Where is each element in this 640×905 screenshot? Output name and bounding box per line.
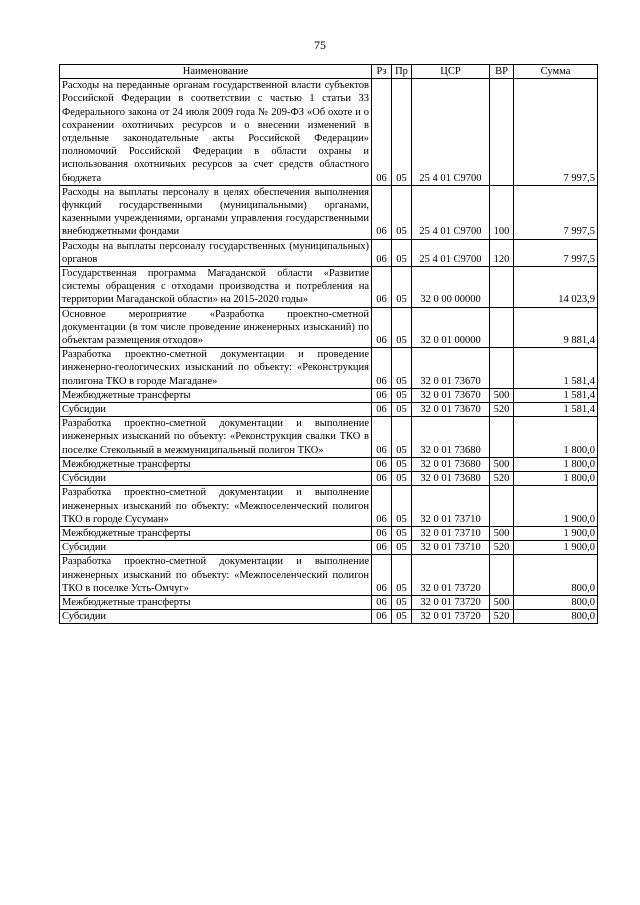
table-row [60, 79, 598, 186]
cell-sum: 800,0 [514, 555, 598, 596]
cell-name: Расходы на выплаты персоналу в целях обеспечения выполнения функций государственными (муниципальными) органами, казенными учреждениями, органами управления государственными внебюджетными фондами [60, 185, 372, 239]
cell-name: Субсидии [60, 541, 372, 555]
cell-vr: 500 [490, 457, 514, 471]
table-row [60, 526, 598, 540]
cell-rz: 06 [372, 403, 392, 417]
cell-sum: 800,0 [514, 595, 598, 609]
cell-rz: 06 [372, 417, 392, 458]
cell-csr: 32 0 01 73710 [412, 526, 490, 540]
cell-csr: 32 0 01 73680 [412, 472, 490, 486]
cell-csr: 32 0 01 73720 [412, 610, 490, 624]
cell-pr: 05 [392, 595, 412, 609]
cell-sum: 9 881,4 [514, 307, 598, 348]
table-row [60, 348, 598, 389]
cell-pr: 05 [392, 388, 412, 402]
cell-name: Субсидии [60, 610, 372, 624]
cell-csr: 32 0 01 73680 [412, 457, 490, 471]
cell-pr: 05 [392, 403, 412, 417]
table-row [60, 610, 598, 624]
cell-name: Межбюджетные трансферты [60, 457, 372, 471]
table-row [60, 555, 598, 596]
cell-rz: 06 [372, 185, 392, 239]
table-row [60, 388, 598, 402]
header-rz: Рз [372, 65, 392, 79]
table-header [60, 65, 598, 79]
table-row [60, 307, 598, 348]
cell-name: Государственная программа Магаданской области «Развитие системы обращения с отходами производства и потребления на территории Магаданской области» на 2015-2020 годы» [60, 267, 372, 308]
cell-vr: 520 [490, 403, 514, 417]
cell-sum: 1 900,0 [514, 541, 598, 555]
table-row [60, 541, 598, 555]
cell-sum: 1 581,4 [514, 348, 598, 389]
cell-sum: 7 997,5 [514, 185, 598, 239]
cell-rz: 06 [372, 388, 392, 402]
cell-rz: 06 [372, 267, 392, 308]
cell-vr: 520 [490, 541, 514, 555]
budget-table [59, 64, 598, 624]
cell-vr [490, 79, 514, 186]
cell-pr: 05 [392, 267, 412, 308]
cell-name: Субсидии [60, 403, 372, 417]
table-row [60, 417, 598, 458]
cell-sum: 1 800,0 [514, 457, 598, 471]
table-body [60, 79, 598, 624]
page-number: 75 [314, 38, 326, 52]
cell-pr: 05 [392, 610, 412, 624]
cell-vr [490, 348, 514, 389]
cell-name: Разработка проектно-сметной документации и выполнение инженерных изысканий по объекту: «Межпоселенческий полигон ТКО в поселке Усть-Омчуг» [60, 555, 372, 596]
cell-rz: 06 [372, 595, 392, 609]
cell-sum: 7 997,5 [514, 79, 598, 186]
cell-csr: 32 0 00 00000 [412, 267, 490, 308]
cell-vr [490, 555, 514, 596]
cell-sum: 1 900,0 [514, 526, 598, 540]
table-row [60, 457, 598, 471]
cell-pr: 05 [392, 185, 412, 239]
cell-pr: 05 [392, 472, 412, 486]
cell-csr: 32 0 01 73680 [412, 417, 490, 458]
cell-sum: 1 581,4 [514, 403, 598, 417]
header-pr: Пр [392, 65, 412, 79]
cell-csr: 32 0 01 73670 [412, 403, 490, 417]
cell-rz: 06 [372, 486, 392, 527]
cell-sum: 1 900,0 [514, 486, 598, 527]
cell-rz: 06 [372, 610, 392, 624]
cell-name: Межбюджетные трансферты [60, 388, 372, 402]
cell-rz: 06 [372, 457, 392, 471]
cell-vr: 520 [490, 472, 514, 486]
cell-csr: 25 4 01 С9700 [412, 185, 490, 239]
cell-vr: 520 [490, 610, 514, 624]
cell-pr: 05 [392, 541, 412, 555]
cell-sum: 1 800,0 [514, 472, 598, 486]
cell-rz: 06 [372, 307, 392, 348]
cell-csr: 32 0 01 73710 [412, 541, 490, 555]
cell-vr: 100 [490, 185, 514, 239]
cell-rz: 06 [372, 79, 392, 186]
cell-vr [490, 417, 514, 458]
cell-vr [490, 307, 514, 348]
cell-pr: 05 [392, 457, 412, 471]
cell-name: Основное мероприятие «Разработка проектно-сметной документации (в том числе проведение инженерных изысканий) по объектам размещения отходов» [60, 307, 372, 348]
cell-name: Субсидии [60, 472, 372, 486]
cell-rz: 06 [372, 239, 392, 266]
header-row [60, 65, 598, 79]
cell-pr: 05 [392, 79, 412, 186]
cell-csr: 25 4 01 С9700 [412, 79, 490, 186]
header-sum: Сумма [514, 65, 598, 79]
cell-pr: 05 [392, 486, 412, 527]
cell-vr: 500 [490, 595, 514, 609]
header-csr: ЦСР [412, 65, 490, 79]
cell-name: Расходы на выплаты персоналу государственных (муниципальных) органов [60, 239, 372, 266]
cell-vr: 500 [490, 388, 514, 402]
cell-csr: 32 0 01 73710 [412, 486, 490, 527]
cell-pr: 05 [392, 526, 412, 540]
table-row [60, 239, 598, 266]
cell-rz: 06 [372, 541, 392, 555]
cell-rz: 06 [372, 348, 392, 389]
cell-pr: 05 [392, 239, 412, 266]
header-vr: ВР [490, 65, 514, 79]
cell-name: Расходы на переданные органам государственной власти субъектов Российской Федерации в соответствии с частью 1 статьи 33 Федерального закона от 24 июля 2009 года № 209-ФЗ «Об охоте и о сохранении охотничьих ресурсов и о внесении изменений в отдельные законодательные акты Российской Федерации» полномочий Российской Федерации в области охраны и использования охотничьих ресурсов за счет средств областного бюджета [60, 79, 372, 186]
table-row [60, 595, 598, 609]
table-row [60, 486, 598, 527]
cell-csr: 32 0 01 73720 [412, 555, 490, 596]
cell-pr: 05 [392, 307, 412, 348]
cell-sum: 7 997,5 [514, 239, 598, 266]
cell-vr [490, 267, 514, 308]
cell-vr: 120 [490, 239, 514, 266]
cell-name: Межбюджетные трансферты [60, 595, 372, 609]
cell-csr: 32 0 01 73720 [412, 595, 490, 609]
cell-vr [490, 486, 514, 527]
cell-csr: 32 0 01 73670 [412, 348, 490, 389]
cell-sum: 1 581,4 [514, 388, 598, 402]
cell-name: Межбюджетные трансферты [60, 526, 372, 540]
cell-sum: 1 800,0 [514, 417, 598, 458]
cell-name: Разработка проектно-сметной документации и выполнение инженерных изысканий по объекту: «Межпоселенческий полигон ТКО в городе Сусуман» [60, 486, 372, 527]
cell-csr: 32 0 01 73670 [412, 388, 490, 402]
cell-rz: 06 [372, 555, 392, 596]
cell-pr: 05 [392, 417, 412, 458]
table-row [60, 472, 598, 486]
cell-sum: 14 023,9 [514, 267, 598, 308]
cell-rz: 06 [372, 526, 392, 540]
cell-pr: 05 [392, 348, 412, 389]
table-row [60, 185, 598, 239]
cell-csr: 25 4 01 С9700 [412, 239, 490, 266]
cell-name: Разработка проектно-сметной документации и выполнение инженерных изысканий по объекту: «Реконструкция свалки ТКО в поселке Стекольный в межмуниципальный полигон ТКО» [60, 417, 372, 458]
cell-sum: 800,0 [514, 610, 598, 624]
cell-pr: 05 [392, 555, 412, 596]
cell-name: Разработка проектно-сметной документации и проведение инженерно-геологических изысканий по объекту: «Реконструкция полигона ТКО в городе Магадане» [60, 348, 372, 389]
cell-rz: 06 [372, 472, 392, 486]
cell-csr: 32 0 01 00000 [412, 307, 490, 348]
table-row [60, 267, 598, 308]
header-name: Наименование [60, 65, 372, 79]
cell-vr: 500 [490, 526, 514, 540]
table-row [60, 403, 598, 417]
